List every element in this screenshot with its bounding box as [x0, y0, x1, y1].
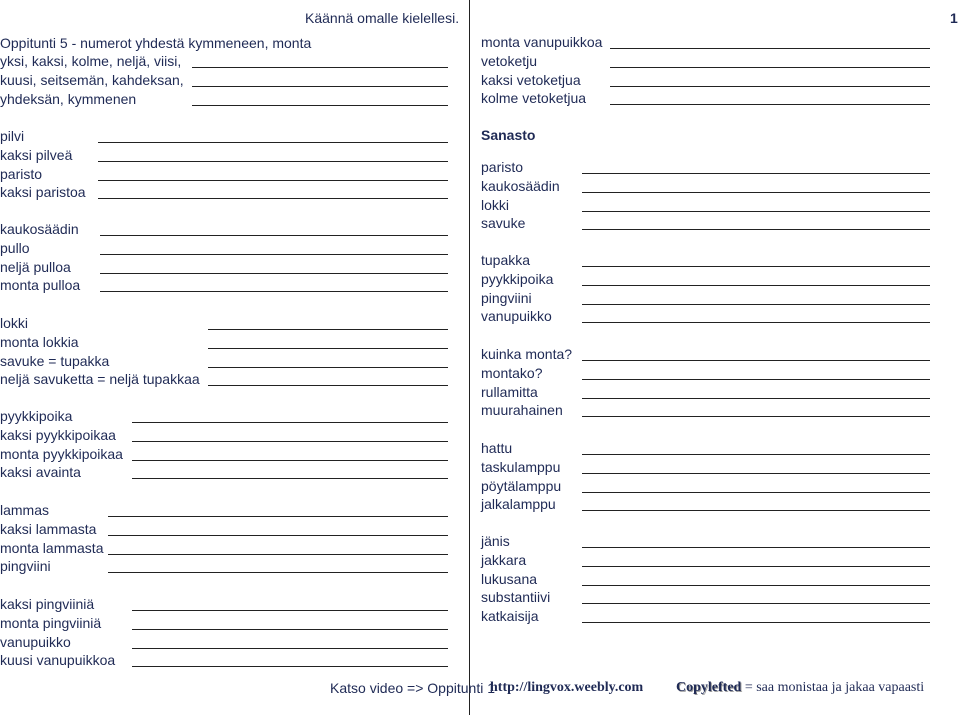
term-label: pingviini — [481, 289, 532, 306]
answer-line[interactable] — [100, 235, 448, 236]
answer-line[interactable] — [108, 554, 448, 555]
answer-line[interactable] — [582, 622, 930, 623]
vocab-row — [0, 220, 448, 239]
term-label: kuusi, seitsemän, kahdeksan, — [0, 71, 184, 88]
vocab-row — [0, 614, 448, 633]
answer-line[interactable] — [582, 379, 930, 380]
vocab-row — [481, 551, 930, 570]
vocab-row — [481, 251, 930, 270]
answer-line[interactable] — [208, 348, 448, 349]
term-label: monta pyykkipoikaa — [0, 445, 123, 462]
answer-line[interactable] — [582, 547, 930, 548]
vocab-row — [0, 276, 448, 295]
answer-line[interactable] — [610, 104, 930, 105]
term-label: kaksi lammasta — [0, 520, 97, 537]
term-label: monta vanupuikkoa — [481, 34, 603, 50]
term-label: kaukosäädin — [0, 221, 79, 237]
answer-line[interactable] — [132, 610, 448, 611]
term-label: pyykkipoika — [481, 270, 554, 287]
term-label: paristo — [481, 159, 524, 175]
column-divider — [469, 0, 470, 715]
answer-line[interactable] — [132, 478, 448, 479]
answer-line[interactable] — [582, 416, 930, 417]
answer-line[interactable] — [582, 266, 930, 267]
answer-line[interactable] — [610, 67, 930, 68]
answer-line[interactable] — [192, 86, 448, 87]
term-label: paristo — [0, 165, 43, 182]
answer-line[interactable] — [208, 367, 448, 368]
term-label: rullamitta — [481, 383, 538, 400]
vocab-row — [0, 127, 448, 146]
term-label: kolme vetoketjua — [481, 90, 587, 107]
term-label: vanupuikko — [0, 633, 71, 650]
vocab-row — [0, 595, 448, 614]
term-label: kuinka monta? — [481, 346, 573, 362]
term-label: substantiivi — [481, 589, 551, 606]
vocab-row — [0, 407, 448, 426]
term-label: kuusi vanupuikkoa — [0, 652, 116, 669]
page-number: 1 — [950, 10, 958, 26]
vocab-row — [481, 532, 930, 551]
lesson-title: Oppitunti 5 - numerot yhdestä kymmeneen, monta — [0, 35, 312, 51]
answer-line[interactable] — [100, 273, 448, 274]
vocab-row — [0, 239, 448, 258]
vocab-row — [0, 333, 448, 352]
answer-line[interactable] — [100, 291, 448, 292]
term-label: neljä pulloa — [0, 258, 71, 275]
answer-line[interactable] — [98, 198, 448, 199]
answer-line[interactable] — [132, 648, 448, 649]
vocab-row — [481, 588, 930, 607]
term-label: jänis — [481, 533, 510, 549]
answer-line[interactable] — [98, 142, 448, 143]
answer-line[interactable] — [108, 535, 448, 536]
vocab-row — [0, 463, 448, 482]
vocab-row — [481, 458, 930, 477]
term-label: lukusana — [481, 570, 538, 587]
vocab-row — [0, 501, 448, 520]
term-label: tupakka — [481, 252, 531, 268]
term-label: lokki — [481, 196, 510, 213]
vocab-row — [481, 345, 930, 364]
term-label: neljä savuketta = neljä tupakkaa — [0, 371, 200, 388]
term-label: hattu — [481, 440, 513, 456]
term-label: pilvi — [0, 128, 25, 144]
answer-line[interactable] — [208, 329, 448, 330]
vocab-row — [481, 364, 930, 383]
term-label: kaksi pyykkipoikaa — [0, 426, 116, 443]
answer-line[interactable] — [582, 473, 930, 474]
answer-line[interactable] — [192, 105, 448, 106]
vocab-row — [0, 71, 448, 90]
vocab-row — [481, 570, 930, 589]
vocab-row — [0, 651, 448, 670]
answer-line[interactable] — [582, 192, 930, 193]
term-label: vetoketju — [481, 52, 538, 69]
vocab-row — [481, 439, 930, 458]
vocab-row — [481, 270, 930, 289]
answer-line[interactable] — [582, 304, 930, 305]
vocab-row — [481, 214, 930, 233]
answer-line[interactable] — [610, 48, 930, 49]
vocab-row — [481, 607, 930, 626]
answer-line[interactable] — [582, 510, 930, 511]
vocab-row — [0, 146, 448, 165]
vocab-row — [0, 557, 448, 576]
vocab-row — [481, 158, 930, 177]
answer-line[interactable] — [582, 211, 930, 212]
term-label: vanupuikko — [481, 308, 552, 325]
term-label: lammas — [0, 502, 50, 518]
answer-line[interactable] — [132, 460, 448, 461]
answer-line[interactable] — [192, 67, 448, 68]
copyleft-text: = saa monistaa ja jakaa vapaasti — [741, 680, 925, 695]
term-label: pöytälamppu — [481, 477, 562, 494]
vocab-row — [481, 71, 930, 90]
vocab-row — [0, 314, 448, 333]
answer-line[interactable] — [582, 229, 930, 230]
term-label: lokki — [0, 315, 29, 331]
answer-line[interactable] — [132, 629, 448, 630]
vocab-title: Sanasto — [481, 127, 536, 143]
answer-line[interactable] — [100, 254, 448, 255]
vocab-row — [481, 383, 930, 402]
answer-line[interactable] — [582, 454, 930, 455]
vocab-row — [0, 426, 448, 445]
term-label: kaukosäädin — [481, 177, 560, 194]
vocab-row — [0, 183, 448, 202]
answer-line[interactable] — [582, 322, 930, 323]
vocab-row — [481, 52, 930, 71]
term-label: savuke = tupakka — [0, 352, 110, 369]
vocab-row — [0, 90, 448, 109]
vocab-row — [0, 165, 448, 184]
answer-line[interactable] — [582, 603, 930, 604]
term-label: monta lokkia — [0, 333, 79, 350]
vocab-row — [481, 477, 930, 496]
term-label: pingviini — [0, 558, 51, 575]
term-label: yhdeksän, kymmenen — [0, 90, 137, 107]
term-label: kaksi pilveä — [0, 146, 73, 163]
vocab-row — [481, 289, 930, 308]
copylefted-label: Copylefted — [676, 680, 742, 695]
term-label: pyykkipoika — [0, 408, 73, 424]
vocab-row — [0, 52, 448, 71]
answer-line[interactable] — [132, 666, 448, 667]
vocab-row — [481, 401, 930, 420]
term-label: jakkara — [481, 551, 527, 568]
vocab-row — [481, 177, 930, 196]
answer-line[interactable] — [582, 566, 930, 567]
site-url[interactable]: http://lingvox.weebly.com — [490, 680, 644, 695]
vocab-row — [0, 445, 448, 464]
instruction-text: Käännä omalle kielellesi. — [305, 10, 460, 26]
answer-line[interactable] — [108, 516, 448, 517]
vocab-row — [0, 352, 448, 371]
answer-line[interactable] — [98, 180, 448, 181]
answer-line[interactable] — [208, 385, 448, 386]
vocab-row — [0, 520, 448, 539]
term-label: monta pingviiniä — [0, 614, 102, 631]
term-label: monta pulloa — [0, 277, 81, 294]
term-label: kaksi avainta — [0, 464, 81, 481]
vocab-row — [481, 196, 930, 215]
term-label: kaksi pingviiniä — [0, 596, 95, 612]
answer-line[interactable] — [108, 572, 448, 573]
answer-line[interactable] — [582, 285, 930, 286]
answer-line[interactable] — [582, 173, 930, 174]
answer-line[interactable] — [132, 441, 448, 442]
vocab-row — [481, 33, 930, 52]
term-label: savuke — [481, 215, 526, 232]
answer-line[interactable] — [582, 360, 930, 361]
vocab-row — [481, 307, 930, 326]
vocab-row — [481, 89, 930, 108]
term-label: kaksi vetoketjua — [481, 71, 581, 88]
vocab-row — [0, 258, 448, 277]
vocab-row — [481, 495, 930, 514]
answer-line[interactable] — [610, 86, 930, 87]
term-label: montako? — [481, 364, 543, 381]
term-label: jalkalamppu — [481, 496, 556, 513]
answer-line[interactable] — [582, 398, 930, 399]
vocab-row — [0, 370, 448, 389]
answer-line[interactable] — [582, 585, 930, 586]
term-label: muurahainen — [481, 402, 563, 419]
video-hint: Katso video => Oppitunti 1 — [330, 680, 495, 696]
answer-line[interactable] — [98, 161, 448, 162]
vocab-row — [0, 539, 448, 558]
term-label: taskulamppu — [481, 458, 561, 475]
copyleft-note — [676, 680, 924, 696]
answer-line[interactable] — [582, 492, 930, 493]
answer-line[interactable] — [132, 422, 448, 423]
vocab-row — [0, 633, 448, 652]
term-label: pullo — [0, 239, 30, 256]
term-label: monta lammasta — [0, 539, 104, 556]
term-label: katkaisija — [481, 608, 539, 625]
term-label: kaksi paristoa — [0, 184, 86, 201]
term-label: yksi, kaksi, kolme, neljä, viisi, — [0, 53, 182, 69]
